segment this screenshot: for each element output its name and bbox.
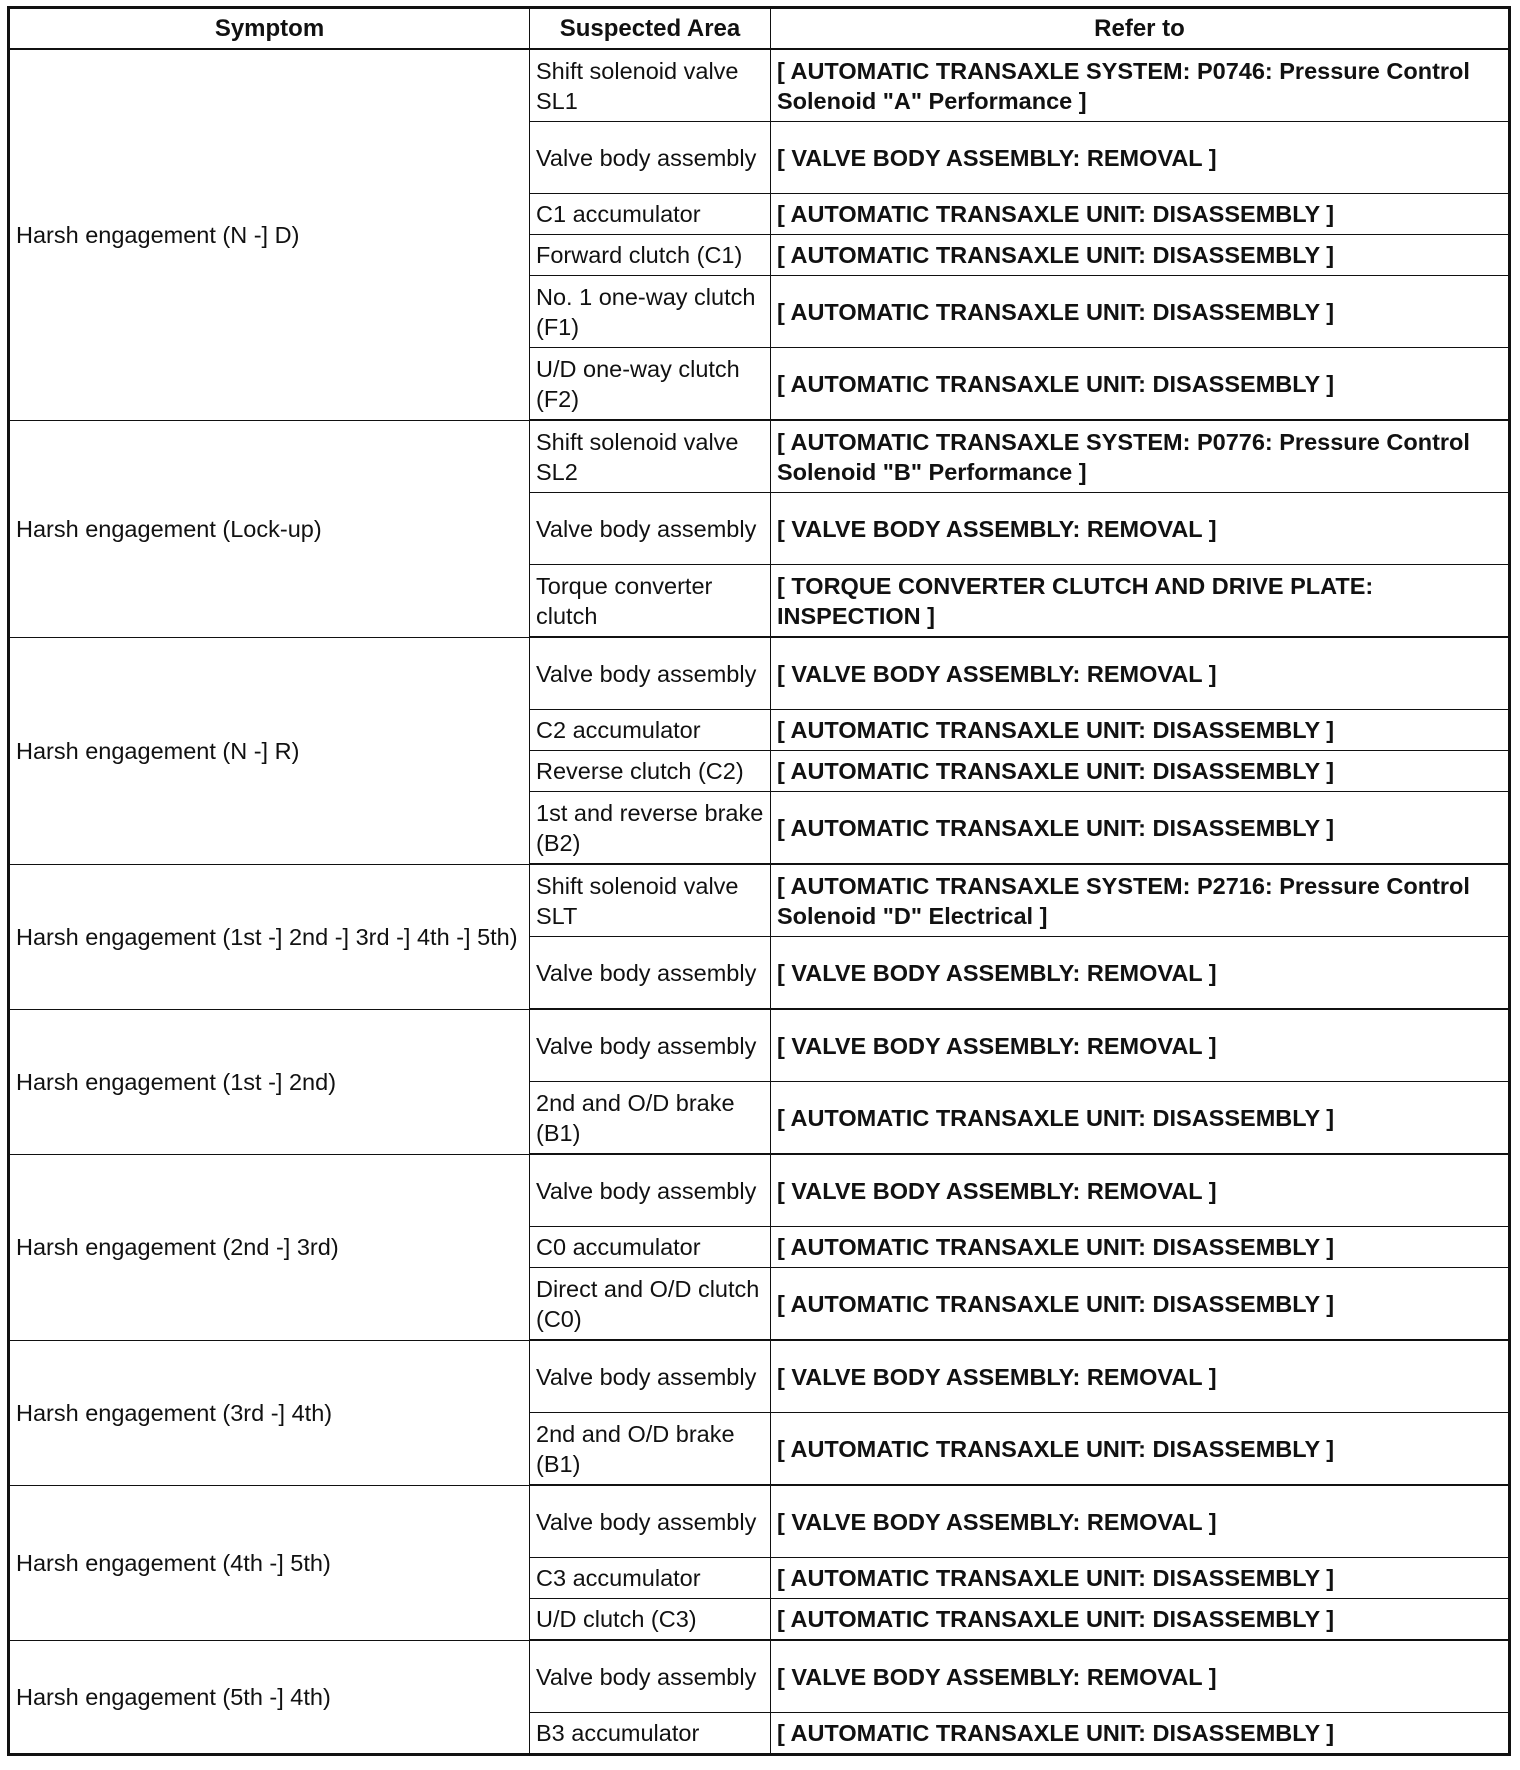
refer-to-link[interactable]: [ AUTOMATIC TRANSAXLE SYSTEM: P0776: Pressure Control Solenoid "B" Performance ] [771,420,1510,493]
refer-to-link[interactable]: [ AUTOMATIC TRANSAXLE UNIT: DISASSEMBLY ] [771,1599,1510,1641]
refer-to-link[interactable]: [ AUTOMATIC TRANSAXLE UNIT: DISASSEMBLY ] [771,1268,1510,1341]
refer-to-link[interactable]: [ VALVE BODY ASSEMBLY: REMOVAL ] [771,493,1510,565]
suspected-area-cell: Shift solenoid valve SL2 [530,420,771,493]
header-row [9,8,1510,50]
suspected-area-cell: Shift solenoid valve SL1 [530,49,771,122]
refer-to-link[interactable]: [ VALVE BODY ASSEMBLY: REMOVAL ] [771,1640,1510,1713]
refer-to-link[interactable]: [ AUTOMATIC TRANSAXLE UNIT: DISASSEMBLY ] [771,792,1510,865]
table-row [9,1154,1510,1227]
table-row [9,1340,1510,1413]
suspected-area-cell: Valve body assembly [530,637,771,710]
symptom-cell: Harsh engagement (5th -] 4th) [9,1640,530,1755]
diagnostic-table [7,6,1511,1756]
refer-to-link[interactable]: [ AUTOMATIC TRANSAXLE UNIT: DISASSEMBLY ] [771,235,1510,276]
suspected-area-cell: Direct and O/D clutch (C0) [530,1268,771,1341]
table-row [9,864,1510,937]
table-row [9,637,1510,710]
symptom-column-header: Symptom [9,8,530,50]
suspected-area-cell: Valve body assembly [530,493,771,565]
suspected-area-cell: Forward clutch (C1) [530,235,771,276]
suspected-area-cell: U/D one-way clutch (F2) [530,348,771,421]
suspected-area-cell: Torque converter clutch [530,565,771,638]
suspected-area-cell: Valve body assembly [530,1154,771,1227]
suspected-area-cell: C1 accumulator [530,194,771,235]
refer-to-link[interactable]: [ AUTOMATIC TRANSAXLE SYSTEM: P0746: Pressure Control Solenoid "A" Performance ] [771,49,1510,122]
symptom-cell: Harsh engagement (1st -] 2nd -] 3rd -] 4th -] 5th) [9,864,530,1009]
refer-to-column-header: Refer to [771,8,1510,50]
table-body [9,49,1510,1755]
table-row [9,1640,1510,1713]
suspected-area-cell: C0 accumulator [530,1227,771,1268]
refer-to-link[interactable]: [ VALVE BODY ASSEMBLY: REMOVAL ] [771,937,1510,1010]
symptom-cell: Harsh engagement (N -] R) [9,637,530,864]
symptom-cell: Harsh engagement (N -] D) [9,49,530,420]
symptom-cell: Harsh engagement (2nd -] 3rd) [9,1154,530,1340]
table-row [9,1485,1510,1558]
suspected-area-cell: Valve body assembly [530,122,771,194]
table-header [9,8,1510,50]
refer-to-link[interactable]: [ AUTOMATIC TRANSAXLE UNIT: DISASSEMBLY ] [771,1227,1510,1268]
refer-to-link[interactable]: [ AUTOMATIC TRANSAXLE UNIT: DISASSEMBLY ] [771,194,1510,235]
suspected-area-cell: Valve body assembly [530,1340,771,1413]
suspected-area-cell: B3 accumulator [530,1713,771,1755]
refer-to-link[interactable]: [ VALVE BODY ASSEMBLY: REMOVAL ] [771,122,1510,194]
refer-to-link[interactable]: [ AUTOMATIC TRANSAXLE UNIT: DISASSEMBLY ] [771,1413,1510,1486]
refer-to-link[interactable]: [ AUTOMATIC TRANSAXLE SYSTEM: P2716: Pressure Control Solenoid "D" Electrical ] [771,864,1510,937]
refer-to-link[interactable]: [ AUTOMATIC TRANSAXLE UNIT: DISASSEMBLY ] [771,276,1510,348]
suspected-area-cell: No. 1 one-way clutch (F1) [530,276,771,348]
symptom-cell: Harsh engagement (1st -] 2nd) [9,1009,530,1154]
symptom-cell: Harsh engagement (3rd -] 4th) [9,1340,530,1485]
refer-to-link[interactable]: [ AUTOMATIC TRANSAXLE UNIT: DISASSEMBLY ] [771,1713,1510,1755]
suspected-area-column-header: Suspected Area [530,8,771,50]
refer-to-link[interactable]: [ VALVE BODY ASSEMBLY: REMOVAL ] [771,1485,1510,1558]
refer-to-link[interactable]: [ AUTOMATIC TRANSAXLE UNIT: DISASSEMBLY ] [771,710,1510,751]
symptom-cell: Harsh engagement (Lock-up) [9,420,530,637]
refer-to-link[interactable]: [ VALVE BODY ASSEMBLY: REMOVAL ] [771,1340,1510,1413]
refer-to-link[interactable]: [ VALVE BODY ASSEMBLY: REMOVAL ] [771,637,1510,710]
suspected-area-cell: Shift solenoid valve SLT [530,864,771,937]
refer-to-link[interactable]: [ TORQUE CONVERTER CLUTCH AND DRIVE PLATE: INSPECTION ] [771,565,1510,638]
suspected-area-cell: Reverse clutch (C2) [530,751,771,792]
refer-to-link[interactable]: [ VALVE BODY ASSEMBLY: REMOVAL ] [771,1009,1510,1082]
suspected-area-cell: Valve body assembly [530,1009,771,1082]
suspected-area-cell: Valve body assembly [530,1485,771,1558]
suspected-area-cell: Valve body assembly [530,1640,771,1713]
refer-to-link[interactable]: [ AUTOMATIC TRANSAXLE UNIT: DISASSEMBLY ] [771,1082,1510,1155]
suspected-area-cell: C2 accumulator [530,710,771,751]
suspected-area-cell: U/D clutch (C3) [530,1599,771,1641]
refer-to-link[interactable]: [ AUTOMATIC TRANSAXLE UNIT: DISASSEMBLY ] [771,1558,1510,1599]
symptom-cell: Harsh engagement (4th -] 5th) [9,1485,530,1640]
suspected-area-cell: Valve body assembly [530,937,771,1010]
refer-to-link[interactable]: [ AUTOMATIC TRANSAXLE UNIT: DISASSEMBLY ] [771,751,1510,792]
table-row [9,49,1510,122]
suspected-area-cell: 1st and reverse brake (B2) [530,792,771,865]
table-row [9,1009,1510,1082]
refer-to-link[interactable]: [ VALVE BODY ASSEMBLY: REMOVAL ] [771,1154,1510,1227]
suspected-area-cell: 2nd and O/D brake (B1) [530,1413,771,1486]
suspected-area-cell: C3 accumulator [530,1558,771,1599]
refer-to-link[interactable]: [ AUTOMATIC TRANSAXLE UNIT: DISASSEMBLY ] [771,348,1510,421]
suspected-area-cell: 2nd and O/D brake (B1) [530,1082,771,1155]
table-row [9,420,1510,493]
